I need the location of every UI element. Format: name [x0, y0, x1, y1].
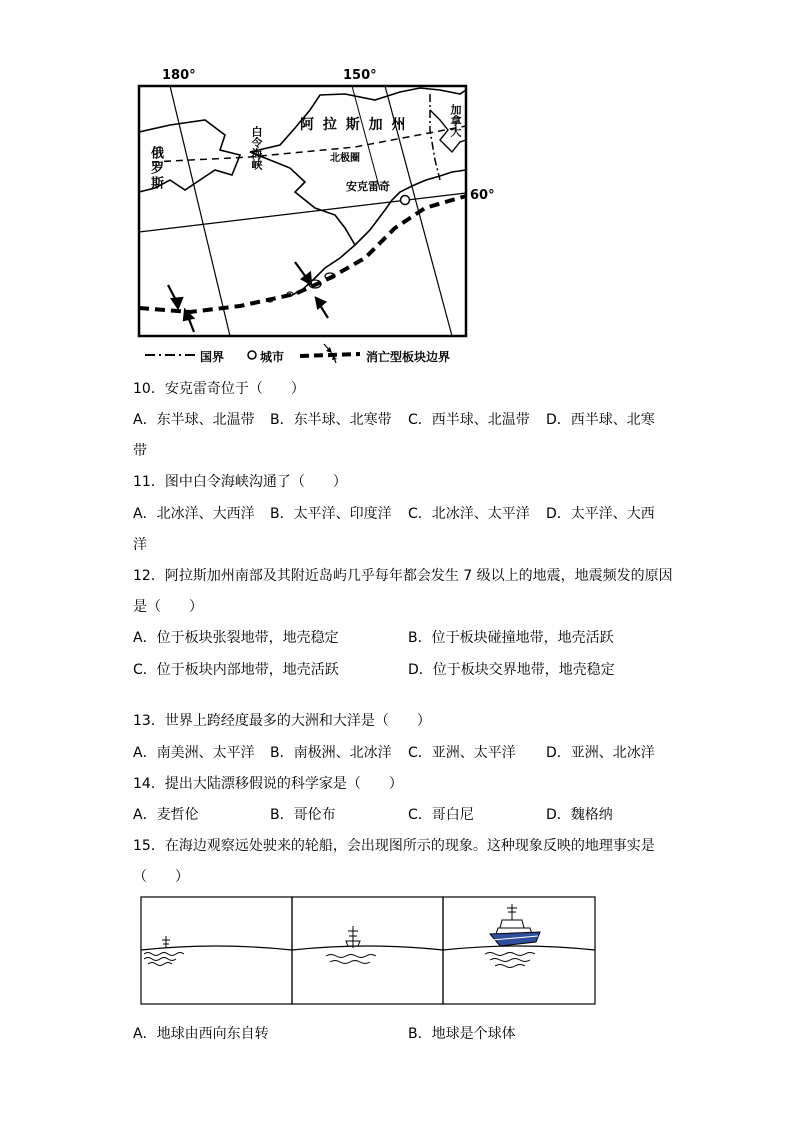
question-13-option-d[interactable]: D．亚洲、北冰洋 — [546, 745, 655, 761]
question-11-option-c[interactable]: C．北冰洋、太平洋 — [408, 506, 530, 522]
alaska-canada-border — [430, 94, 440, 180]
question-14-option-d[interactable]: D．魏格纳 — [546, 807, 613, 823]
waves — [144, 953, 184, 966]
alaska-south-coast — [250, 152, 355, 296]
waves — [326, 955, 376, 964]
alaska-label: 阿 拉 斯 加 州 — [300, 117, 408, 133]
question-10-option-b[interactable]: B．东半球、北寒带 — [270, 412, 392, 428]
map-figure — [0, 0, 794, 370]
question-14-stem: 14．提出大陆漂移假说的科学家是（ ） — [133, 776, 403, 792]
question-11-option-a[interactable]: A．北冰洋、大西洋 — [133, 506, 255, 522]
russia-label: 俄罗斯 — [148, 146, 163, 191]
canada-label: 加拿大 — [449, 104, 462, 137]
question-12-stem: 12．阿拉斯加州南部及其附近岛屿几乎每年都会发生 7 级以上的地震，地震频发的原因 — [133, 568, 673, 584]
waves — [485, 953, 535, 968]
meridian-extra — [352, 86, 380, 190]
question-13-option-c[interactable]: C．亚洲、太平洋 — [408, 745, 516, 761]
question-10-option-d-wrap: 带 — [133, 443, 147, 459]
question-13-option-b[interactable]: B．南极洲、北冰洋 — [270, 745, 392, 761]
question-12-option-c[interactable]: C．位于板块内部地带，地壳活跃 — [133, 662, 339, 678]
question-12-stem-line2: 是（ ） — [133, 599, 203, 615]
ship-full — [490, 904, 540, 946]
question-13-stem: 13．世界上跨经度最多的大洲和大洋是（ ） — [133, 713, 431, 729]
question-14-option-a[interactable]: A．麦哲伦 — [133, 807, 199, 823]
question-15-option-a[interactable]: A．地球由西向东自转 — [133, 1026, 269, 1042]
ship-mast-tip — [162, 936, 170, 948]
ship-horizon-figure — [140, 896, 596, 1006]
question-14-option-c[interactable]: C．哥白尼 — [408, 807, 474, 823]
question-15-stem: 15．在海边观察远处驶来的轮船，会出现图所示的现象。这种现象反映的地理事实是 — [133, 838, 655, 854]
question-12-option-b[interactable]: B．位于板块碰撞地带，地壳活跃 — [408, 630, 614, 646]
question-10-option-a[interactable]: A．东半球、北温带 — [133, 412, 255, 428]
question-11-stem: 11．图中白令海峡沟通了（ ） — [133, 474, 347, 490]
question-15-stem-line2: （ ） — [133, 869, 189, 885]
subduction-boundary-line — [139, 196, 466, 312]
question-14-option-b[interactable]: B．哥伦布 — [270, 807, 336, 823]
arctic-circle-label: 北极圈 — [330, 153, 360, 164]
question-11-option-d[interactable]: D．太平洋、大西 — [546, 506, 655, 522]
question-10-option-c[interactable]: C．西半球、北温带 — [408, 412, 530, 428]
question-12-option-a[interactable]: A．位于板块张裂地带，地壳稳定 — [133, 630, 339, 646]
legend-border-label: 国界 — [200, 350, 225, 364]
question-10-option-d[interactable]: D．西半球、北寒 — [546, 412, 655, 428]
plate-motion-arrows — [168, 262, 328, 332]
question-13-option-a[interactable]: A．南美洲、太平洋 — [133, 745, 255, 761]
legend-boundary-symbol — [298, 342, 362, 364]
anchorage-label: 安克雷奇 — [346, 180, 390, 193]
question-12-option-d[interactable]: D．位于板块交界地带，地壳稳定 — [408, 662, 615, 678]
question-11-option-d-wrap: 洋 — [133, 537, 147, 553]
latitude-60-label: 60° — [470, 188, 495, 203]
longitude-150-label: 150° — [343, 68, 377, 83]
bering-strait-label: 白令海峡 — [250, 126, 263, 170]
legend-boundary-label: 消亡型板块边界 — [366, 350, 451, 364]
question-10-stem: 10．安克雷奇位于（ ） — [133, 381, 305, 397]
legend-city-symbol — [246, 349, 258, 361]
ship-superstructure — [346, 926, 360, 948]
question-11-option-b[interactable]: B．太平洋、印度洋 — [270, 506, 392, 522]
legend-border-symbol — [145, 350, 195, 360]
legend-city-label: 城市 — [260, 350, 285, 364]
question-15-option-b[interactable]: B．地球是个球体 — [408, 1026, 516, 1042]
longitude-180-label: 180° — [162, 68, 196, 83]
city-anchorage-marker — [401, 196, 410, 205]
